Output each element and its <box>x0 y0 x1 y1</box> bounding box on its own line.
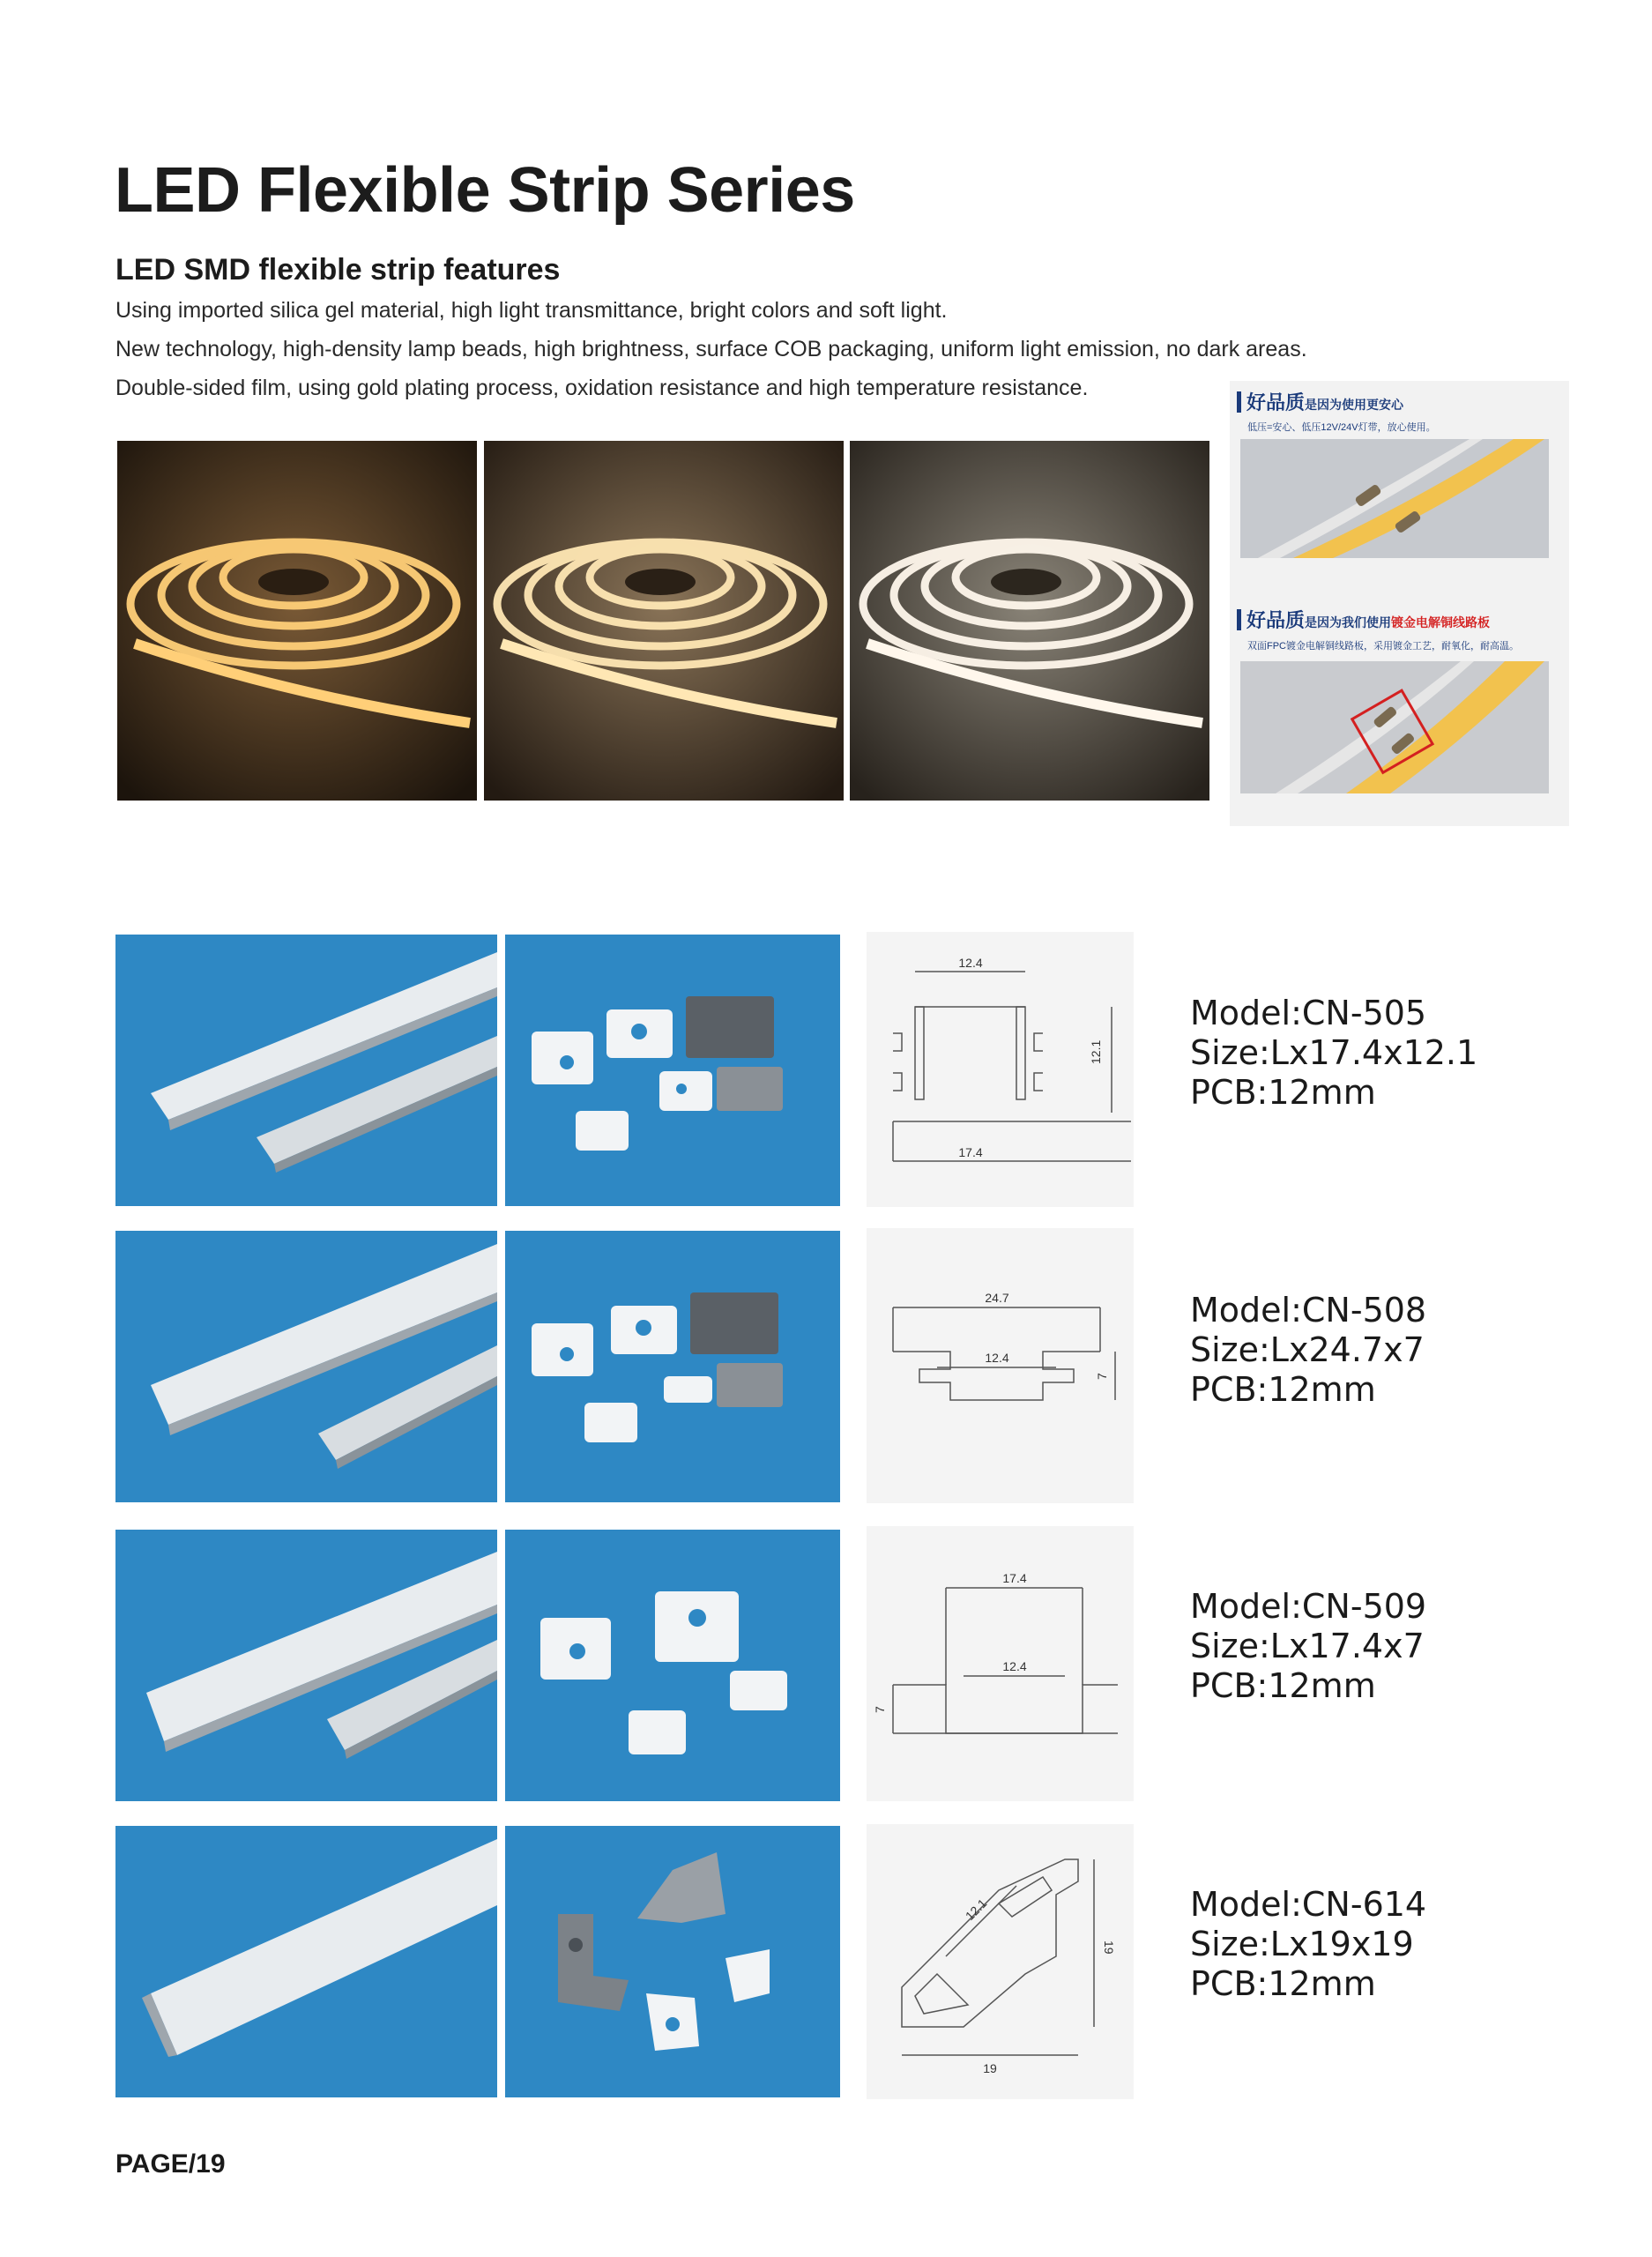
cn509-dim-side: 7 <box>873 1706 887 1713</box>
cn505-dim-top: 12.4 <box>958 956 983 970</box>
cn505-dim-bottom: 17.4 <box>958 1145 983 1159</box>
cn509-dim-top: 17.4 <box>1002 1571 1027 1585</box>
cn614-pcb: PCB:12mm <box>1190 1964 1376 2003</box>
cn509-end-caps-photo <box>505 1530 840 1801</box>
cn505-profile-photo <box>115 935 497 1206</box>
cn614-dimension-drawing <box>867 1824 1134 2099</box>
section-subtitle: LED SMD flexible strip features <box>115 253 561 287</box>
quality-heading-1: 好品质是因为使用更安心 <box>1237 388 1403 415</box>
feature-line-1: Using imported silica gel material, high light transmittance, bright colors and soft light. <box>115 298 948 323</box>
cn505-pcb: PCB:12mm <box>1190 1073 1376 1112</box>
cn614-dim-side: 19 <box>1102 1940 1116 1955</box>
cn508-end-caps-photo <box>505 1231 840 1502</box>
cn614-end-caps-photo <box>505 1826 840 2097</box>
pcb-closeup-photo-1 <box>1240 439 1549 558</box>
cool-white-strip-photo <box>850 441 1209 801</box>
quality-heading-2: 好品质是因为我们使用镀金电解铜线路板 <box>1237 606 1490 633</box>
cn614-model: Model:CN-614 <box>1190 1885 1427 1924</box>
cn509-model: Model:CN-509 <box>1190 1587 1427 1626</box>
cn509-spec-block <box>1190 1587 1426 1706</box>
cn508-spec-block <box>1190 1291 1426 1410</box>
page-title: LED Flexible Strip Series <box>115 155 855 226</box>
cn505-size: Size:Lx17.4x12.1 <box>1190 1033 1478 1072</box>
cn505-spec-block <box>1190 994 1477 1113</box>
cn509-size: Size:Lx17.4x7 <box>1190 1627 1425 1665</box>
cn614-dim-diag: 12.1 <box>962 1896 990 1924</box>
cn508-dim-inner: 12.4 <box>985 1351 1009 1365</box>
neutral-white-strip-photo <box>484 441 844 801</box>
pcb-closeup-photo-2 <box>1240 661 1549 793</box>
quality-sub-2: 双面FPC镀金电解铜线路板，采用镀金工艺，耐氧化，耐高温。 <box>1247 641 1519 652</box>
cn509-dim-inner: 12.4 <box>1002 1659 1027 1673</box>
cn505-end-caps-photo <box>505 935 840 1206</box>
cn508-dimension-drawing <box>867 1228 1134 1503</box>
cn508-dim-side: 7 <box>1095 1373 1109 1380</box>
quality-info-panel <box>1230 381 1569 826</box>
cn509-pcb: PCB:12mm <box>1190 1666 1376 1705</box>
cn505-dim-side: 12.1 <box>1089 1039 1103 1064</box>
cn508-dim-top: 24.7 <box>985 1291 1009 1305</box>
cn509-profile-photo <box>115 1530 497 1801</box>
warm-white-strip-photo <box>117 441 477 801</box>
feature-line-3: Double-sided film, using gold plating process, oxidation resistance and high temperature resistance. <box>115 376 1089 400</box>
cn508-pcb: PCB:12mm <box>1190 1370 1376 1409</box>
cn505-model: Model:CN-505 <box>1190 994 1427 1032</box>
cn614-size: Size:Lx19x19 <box>1190 1925 1414 1963</box>
cn614-spec-block <box>1190 1885 1426 2004</box>
feature-line-2: New technology, high-density lamp beads, high brightness, surface COB packaging, uniform light emission, no dark areas. <box>115 337 1307 361</box>
quality-sub-1: 低压=安心、低压12V/24V灯带，放心使用。 <box>1247 422 1436 433</box>
cn509-dimension-drawing <box>867 1526 1134 1801</box>
cn505-dimension-drawing <box>867 932 1134 1207</box>
cn508-model: Model:CN-508 <box>1190 1291 1427 1330</box>
cn614-dim-bottom: 19 <box>983 2061 997 2075</box>
cn614-profile-photo <box>115 1826 497 2097</box>
page-number: PAGE/19 <box>115 2149 226 2179</box>
cn508-size: Size:Lx24.7x7 <box>1190 1330 1425 1369</box>
cn508-profile-photo <box>115 1231 497 1502</box>
